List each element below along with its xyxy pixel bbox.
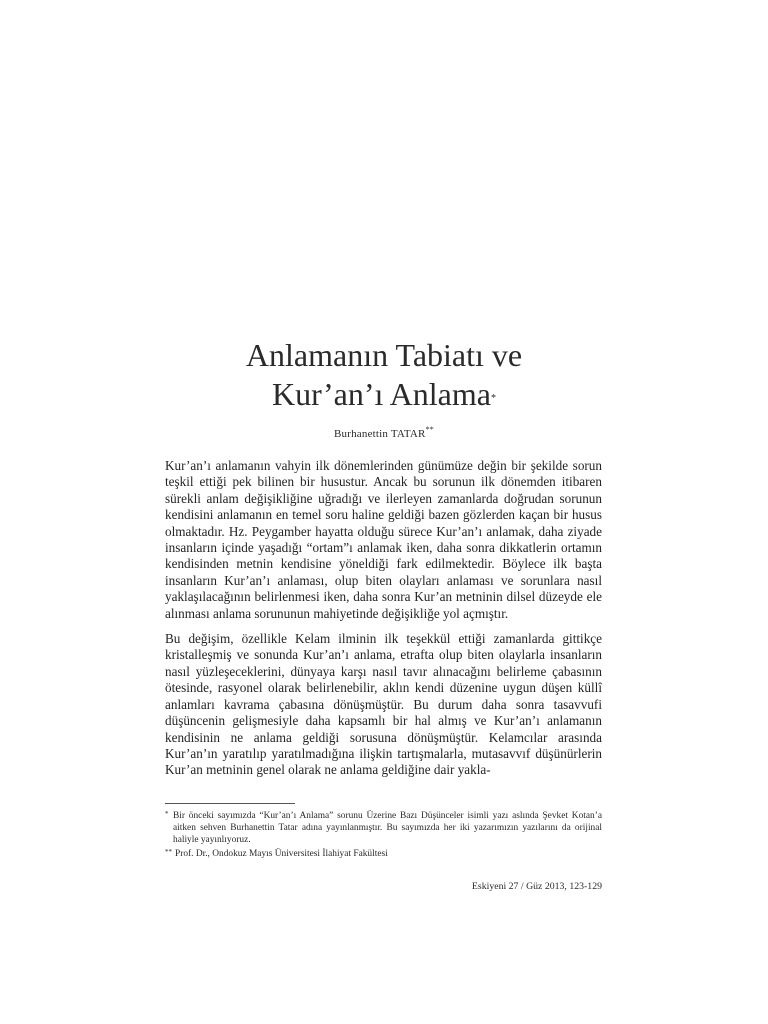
journal-citation: Eskiyeni 27 / Güz 2013, 123-129 bbox=[471, 881, 602, 892]
author-footnote-marker: ** bbox=[425, 425, 434, 434]
footnote-1-marker: * bbox=[165, 810, 169, 818]
footnote-1 bbox=[165, 810, 602, 846]
body-paragraph-1: Kur’an’ı anlamanın vahyin ilk dönemlerinden günümüze değin bir şekilde sorun teşkil ettiği pek bilinen bir husustur. Ancak bu sorunun ilk dönemden itibaren sürekli anlam değişikliğine uğradığı ve ilerleyen zamanlarda doğrudan sorunun kendisini anlamanın en temel soru haline geldiği bazen gözlerden kaçan bir husus olmaktadır. Hz. Peygamber hayatta olduğu sürece Kur’an’ı anlamak, daha ziyade insanların içinde yaşadığı “ortam”ı anlamak iken, daha sonra dikkatlerin ortamın kendisinden metnin kendisine yöneldiği fark edilmektedir. Böylece ilk başta insanların Kur’an’ı anlaması, olup biten olayları anlaması ve sorunlara nasıl yaklaşılacağının belirlenmesi iken, daha sonra Kur’an metninin dilsel düzeyde ele alınması anlama sorununun mahiyetinde değişikliğe yol açmıştır. bbox=[165, 458, 602, 621]
article-title-line-1: Anlamanın Tabiatı ve bbox=[245, 337, 523, 373]
title-footnote-marker: * bbox=[490, 393, 496, 404]
article-title-line-2-text: Kur’an’ı Anlama bbox=[272, 376, 491, 412]
footnote-2-text: Prof. Dr., Ondokuz Mayıs Üniversitesi İlahiyat Fakültesi bbox=[175, 849, 388, 859]
article-title bbox=[164, 336, 604, 414]
author-name: Burhanettin TATAR bbox=[334, 428, 426, 440]
footnote-1-text: Bir önceki sayımızda “Kur’an’ı Anlama” sorunu Üzerine Bazı Düşünceler isimli yazı aslında Şevket Kotan’a aitken sehven Burhanettin Tatar adına yayınlanmıştır. Bu sayımızda her iki yazarımızın yazılarını da orijinal haliyle yayınlıyoruz. bbox=[173, 811, 602, 845]
footnotes bbox=[165, 810, 602, 862]
body-paragraph-2: Bu değişim, özellikle Kelam ilminin ilk teşekkül ettiği zamanlarda gittikçe kristalleşmiş ve sonunda Kur’an’ı anlama, etrafta olup biten olaylarla insanların nasıl yüzleşeceklerini, dünyaya karşı nasıl tavır alınacağını belirleme çabasının ötesinde, rasyonel olarak belirlenebilir, aklın kendi düzenine uygun düşen küllî anlamları kavrama çabasına dönüşmüştür. Bu durum daha sonra tasavvufi düşüncenin gelişmesiyle daha kapsamlı bir hal almış ve Kur’an’ı anlamanın kendisinin ne anlama geldiği sorusuna dönüşmüştür. Kelamcılar arasında Kur’an’ın yaratılıp yaratılmadığına ilişkin tartışmalarla, mutasavvıf düşünürlerin Kur’an metninin genel olarak ne anlama geldiğine dair yakla- bbox=[165, 631, 602, 778]
footnote-2 bbox=[165, 848, 602, 860]
footnote-separator bbox=[165, 803, 295, 804]
footnote-2-marker: ** bbox=[165, 848, 172, 856]
article-body bbox=[165, 458, 602, 788]
article-title-line-2 bbox=[164, 375, 604, 414]
author-byline bbox=[164, 425, 604, 440]
